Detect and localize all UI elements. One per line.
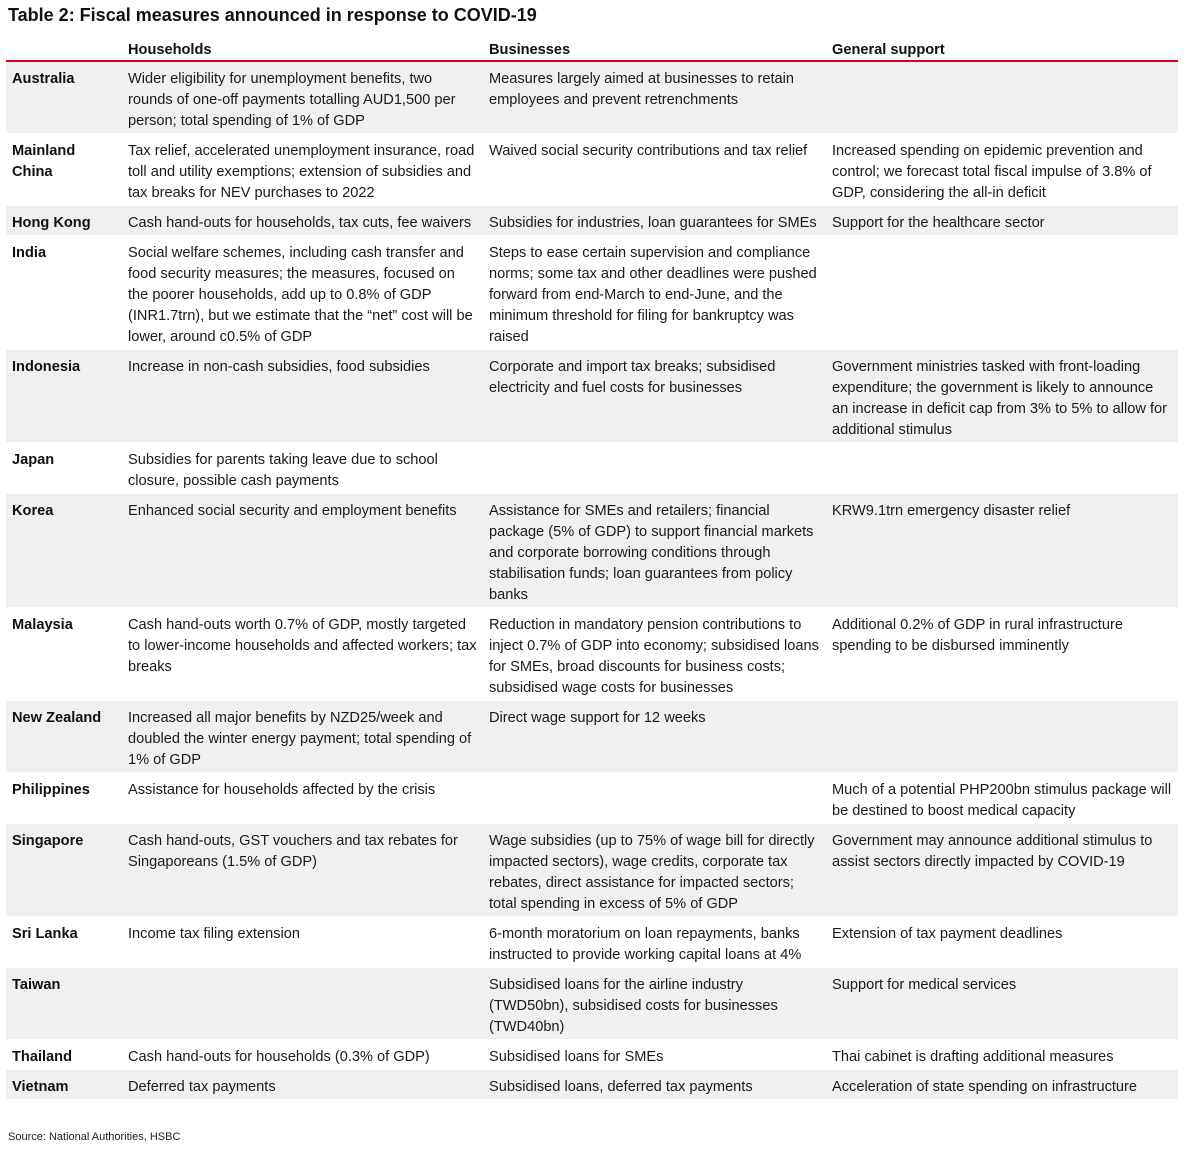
businesses-cell xyxy=(483,773,826,824)
households-cell: Social welfare schemes, including cash transfer and food security measures; the measures, focused on the poorer households, add up to 0.8% of GDP (INR1.7trn), but we estimate that the “net” cost will be lower, around c0.5% of GDP xyxy=(122,236,483,350)
table-row xyxy=(6,968,1178,1040)
country-cell: Singapore xyxy=(6,824,122,917)
table-row xyxy=(6,773,1178,824)
table-row xyxy=(6,701,1178,773)
table-row xyxy=(6,62,1178,134)
table-row xyxy=(6,494,1178,608)
header-general-support: General support xyxy=(826,36,1178,62)
header-businesses: Businesses xyxy=(483,36,826,62)
table-row xyxy=(6,1040,1178,1070)
general-support-cell xyxy=(826,236,1178,350)
general-support-cell: Extension of tax payment deadlines xyxy=(826,917,1178,968)
businesses-cell: Waived social security contributions and tax relief xyxy=(483,134,826,206)
country-cell: Indonesia xyxy=(6,350,122,443)
table-row xyxy=(6,206,1178,236)
businesses-cell: Subsidised loans for the airline industry (TWD50bn), subsidised costs for businesses (TWD40bn) xyxy=(483,968,826,1040)
households-cell: Increased all major benefits by NZD25/week and doubled the winter energy payment; total spending of 1% of GDP xyxy=(122,701,483,773)
businesses-cell: Subsidised loans, deferred tax payments xyxy=(483,1070,826,1100)
businesses-cell: Wage subsidies (up to 75% of wage bill for directly impacted sectors), wage credits, corporate tax rebates, direct assistance for impacted sectors; total spending in excess of 5% of GDP xyxy=(483,824,826,917)
country-cell: New Zealand xyxy=(6,701,122,773)
table-row xyxy=(6,824,1178,917)
fiscal-measures-table xyxy=(6,36,1178,1100)
businesses-cell: Assistance for SMEs and retailers; financial package (5% of GDP) to support financial markets and corporate borrowing conditions through stabilisation funds; loan guarantees from policy banks xyxy=(483,494,826,608)
table-row xyxy=(6,608,1178,701)
households-cell: Cash hand-outs for households, tax cuts, fee waivers xyxy=(122,206,483,236)
general-support-cell: Increased spending on epidemic prevention and control; we forecast total fiscal impulse of 3.8% of GDP, considering the all-in deficit xyxy=(826,134,1178,206)
households-cell: Income tax filing extension xyxy=(122,917,483,968)
header-country xyxy=(6,36,122,62)
businesses-cell: 6-month moratorium on loan repayments, banks instructed to provide working capital loans at 4% xyxy=(483,917,826,968)
table-body xyxy=(6,62,1178,1100)
businesses-cell: Subsidies for industries, loan guarantees for SMEs xyxy=(483,206,826,236)
country-cell: Thailand xyxy=(6,1040,122,1070)
households-cell: Cash hand-outs for households (0.3% of GDP) xyxy=(122,1040,483,1070)
businesses-cell: Corporate and import tax breaks; subsidised electricity and fuel costs for businesses xyxy=(483,350,826,443)
general-support-cell: Government may announce additional stimulus to assist sectors directly impacted by COVID-19 xyxy=(826,824,1178,917)
general-support-cell xyxy=(826,443,1178,494)
households-cell: Assistance for households affected by the crisis xyxy=(122,773,483,824)
country-cell: Philippines xyxy=(6,773,122,824)
general-support-cell: Much of a potential PHP200bn stimulus package will be destined to boost medical capacity xyxy=(826,773,1178,824)
country-cell: Australia xyxy=(6,62,122,134)
table-row xyxy=(6,350,1178,443)
households-cell: Tax relief, accelerated unemployment insurance, road toll and utility exemptions; extension of subsidies and tax breaks for NEV purchases to 2022 xyxy=(122,134,483,206)
general-support-cell xyxy=(826,62,1178,134)
header-households: Households xyxy=(122,36,483,62)
country-cell: Hong Kong xyxy=(6,206,122,236)
table-header-row xyxy=(6,36,1178,62)
table-title: Table 2: Fiscal measures announced in response to COVID-19 xyxy=(8,5,537,25)
table-row xyxy=(6,134,1178,206)
table-row xyxy=(6,917,1178,968)
businesses-cell: Reduction in mandatory pension contributions to inject 0.7% of GDP into economy; subsidised loans for SMEs, broad discounts for business costs; subsidised wage costs for businesses xyxy=(483,608,826,701)
businesses-cell: Measures largely aimed at businesses to retain employees and prevent retrenchments xyxy=(483,62,826,134)
businesses-cell: Steps to ease certain supervision and compliance norms; some tax and other deadlines were pushed forward from end-March to end-June, and the minimum threshold for filing for bankruptcy was raised xyxy=(483,236,826,350)
country-cell: Taiwan xyxy=(6,968,122,1040)
households-cell: Wider eligibility for unemployment benefits, two rounds of one-off payments totalling AUD1,500 per person; total spending of 1% of GDP xyxy=(122,62,483,134)
country-cell: Sri Lanka xyxy=(6,917,122,968)
general-support-cell: Support for medical services xyxy=(826,968,1178,1040)
country-cell: India xyxy=(6,236,122,350)
households-cell: Enhanced social security and employment benefits xyxy=(122,494,483,608)
households-cell: Cash hand-outs worth 0.7% of GDP, mostly targeted to lower-income households and affected workers; tax breaks xyxy=(122,608,483,701)
households-cell xyxy=(122,968,483,1040)
country-cell: Japan xyxy=(6,443,122,494)
general-support-cell xyxy=(826,701,1178,773)
households-cell: Subsidies for parents taking leave due to school closure, possible cash payments xyxy=(122,443,483,494)
general-support-cell: Additional 0.2% of GDP in rural infrastructure spending to be disbursed imminently xyxy=(826,608,1178,701)
general-support-cell: KRW9.1trn emergency disaster relief xyxy=(826,494,1178,608)
source-note: Source: National Authorities, HSBC xyxy=(8,1131,181,1143)
general-support-cell: Government ministries tasked with front-loading expenditure; the government is likely to announce an increase in deficit cap from 3% to 5% to allow for additional stimulus xyxy=(826,350,1178,443)
businesses-cell xyxy=(483,443,826,494)
general-support-cell: Support for the healthcare sector xyxy=(826,206,1178,236)
table-row xyxy=(6,443,1178,494)
households-cell: Cash hand-outs, GST vouchers and tax rebates for Singaporeans (1.5% of GDP) xyxy=(122,824,483,917)
table-row xyxy=(6,1070,1178,1100)
general-support-cell: Thai cabinet is drafting additional measures xyxy=(826,1040,1178,1070)
businesses-cell: Subsidised loans for SMEs xyxy=(483,1040,826,1070)
households-cell: Increase in non-cash subsidies, food subsidies xyxy=(122,350,483,443)
general-support-cell: Acceleration of state spending on infrastructure xyxy=(826,1070,1178,1100)
country-cell: Korea xyxy=(6,494,122,608)
country-cell: Vietnam xyxy=(6,1070,122,1100)
households-cell: Deferred tax payments xyxy=(122,1070,483,1100)
country-cell: Mainland China xyxy=(6,134,122,206)
table-row xyxy=(6,236,1178,350)
businesses-cell: Direct wage support for 12 weeks xyxy=(483,701,826,773)
country-cell: Malaysia xyxy=(6,608,122,701)
